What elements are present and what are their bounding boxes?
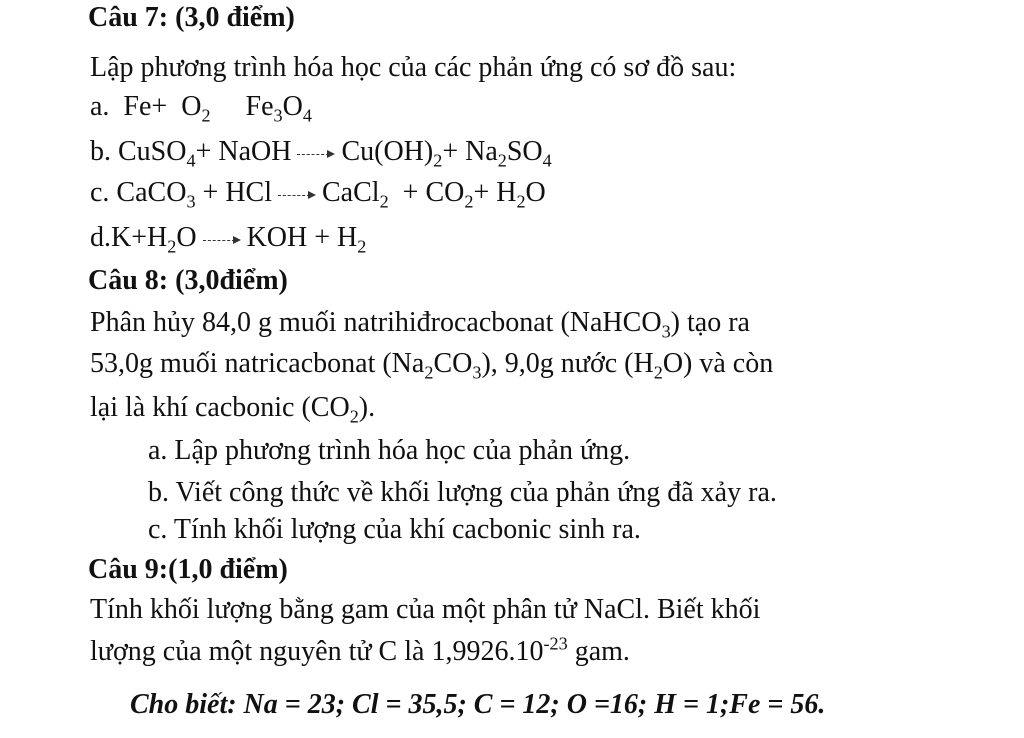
text-segment: O — [282, 91, 303, 122]
subscript: 4 — [186, 150, 196, 171]
text-line — [90, 388, 375, 428]
text-segment: O — [176, 222, 197, 253]
text-segment: gam. — [567, 636, 630, 667]
text-line — [90, 218, 366, 258]
subscript: 2 — [497, 150, 507, 171]
text-segment: d.K+H — [90, 222, 168, 253]
text-segment: SO — [506, 136, 543, 167]
subscript: 2 — [201, 105, 211, 126]
subscript: 2 — [653, 362, 663, 383]
text-segment: KOH + H — [246, 222, 358, 253]
text-segment: Lập phương trình hóa học của các phản ứng có sơ đồ sau: — [90, 52, 737, 83]
text-segment: O) và còn — [662, 348, 774, 379]
text-segment: lại là khí cacbonic (CO — [90, 392, 350, 423]
superscript: -23 — [543, 633, 568, 654]
text-segment: + Na — [442, 136, 498, 167]
text-segment: CO — [433, 348, 473, 379]
text-segment: Câu 8: (3,0điểm) — [88, 265, 288, 296]
subscript: 4 — [542, 150, 552, 171]
text-line — [90, 87, 312, 127]
subscript: 3 — [273, 105, 283, 126]
text-segment: b. Viết công thức về khối lượng của phản ứng đã xảy ra. — [148, 477, 777, 508]
text-segment: Phân hủy 84,0 g muối natrihiđrocacbonat (NaHCO — [90, 307, 662, 338]
text-segment: Câu 9:(1,0 điểm) — [88, 554, 288, 585]
text-segment: + CO — [388, 177, 465, 208]
text-segment: ). — [358, 392, 376, 423]
subscript: 2 — [464, 191, 474, 212]
text-segment: ) tạo ra — [670, 307, 750, 338]
text-segment: O — [525, 177, 546, 208]
subscript: 2 — [349, 406, 359, 427]
text-line — [90, 590, 760, 630]
subscript: 2 — [516, 191, 526, 212]
subscript: 2 — [357, 236, 367, 257]
text-line — [90, 303, 750, 343]
text-line — [90, 173, 546, 213]
dashed-arrow-icon — [278, 190, 316, 200]
subscript: 4 — [302, 105, 312, 126]
text-line — [90, 132, 552, 172]
text-line — [130, 685, 825, 725]
subscript: 2 — [433, 150, 443, 171]
text-segment: + NaOH — [195, 136, 292, 167]
question-heading — [88, 550, 288, 590]
text-segment: c. CaCO — [90, 177, 187, 208]
text-line — [90, 344, 773, 384]
text-line — [148, 473, 777, 513]
text-line — [90, 632, 630, 672]
text-segment: ), 9,0g nước (H — [481, 348, 654, 379]
text-line — [148, 431, 630, 471]
text-segment: + HCl — [195, 177, 272, 208]
text-segment: Fe — [210, 91, 274, 122]
question-heading — [88, 261, 288, 301]
text-segment: c. Tính khối lượng của khí cacbonic sinh ra. — [148, 514, 641, 545]
subscript: 2 — [379, 191, 389, 212]
text-segment: Cu(OH) — [341, 136, 434, 167]
text-segment: Cho biết: Na = 23; Cl = 35,5; C = 12; O =16; H = 1;Fe = 56. — [130, 689, 826, 720]
subscript: 3 — [186, 191, 196, 212]
subscript: 3 — [472, 362, 482, 383]
dashed-arrow-icon — [203, 235, 241, 245]
text-segment: a. Lập phương trình hóa học của phản ứng. — [148, 435, 631, 466]
text-segment: a. Fe+ O — [90, 91, 202, 122]
text-segment: 53,0g muối natricacbonat (Na — [90, 348, 425, 379]
text-segment: lượng của một nguyên tử C là 1,9926.10 — [90, 636, 544, 667]
subscript: 2 — [167, 236, 177, 257]
text-segment: Câu 7: (3,0 điểm) — [88, 2, 295, 33]
text-segment: Tính khối lượng bằng gam của một phân tử NaCl. Biết khối — [90, 594, 761, 625]
subscript: 2 — [424, 362, 434, 383]
dashed-arrow-icon — [297, 149, 335, 159]
text-segment: + H — [473, 177, 517, 208]
text-line — [90, 48, 736, 88]
text-segment: b. CuSO — [90, 136, 187, 167]
text-segment: CaCl — [322, 177, 380, 208]
question-heading — [88, 0, 295, 38]
subscript: 3 — [661, 321, 671, 342]
text-line — [148, 510, 641, 550]
